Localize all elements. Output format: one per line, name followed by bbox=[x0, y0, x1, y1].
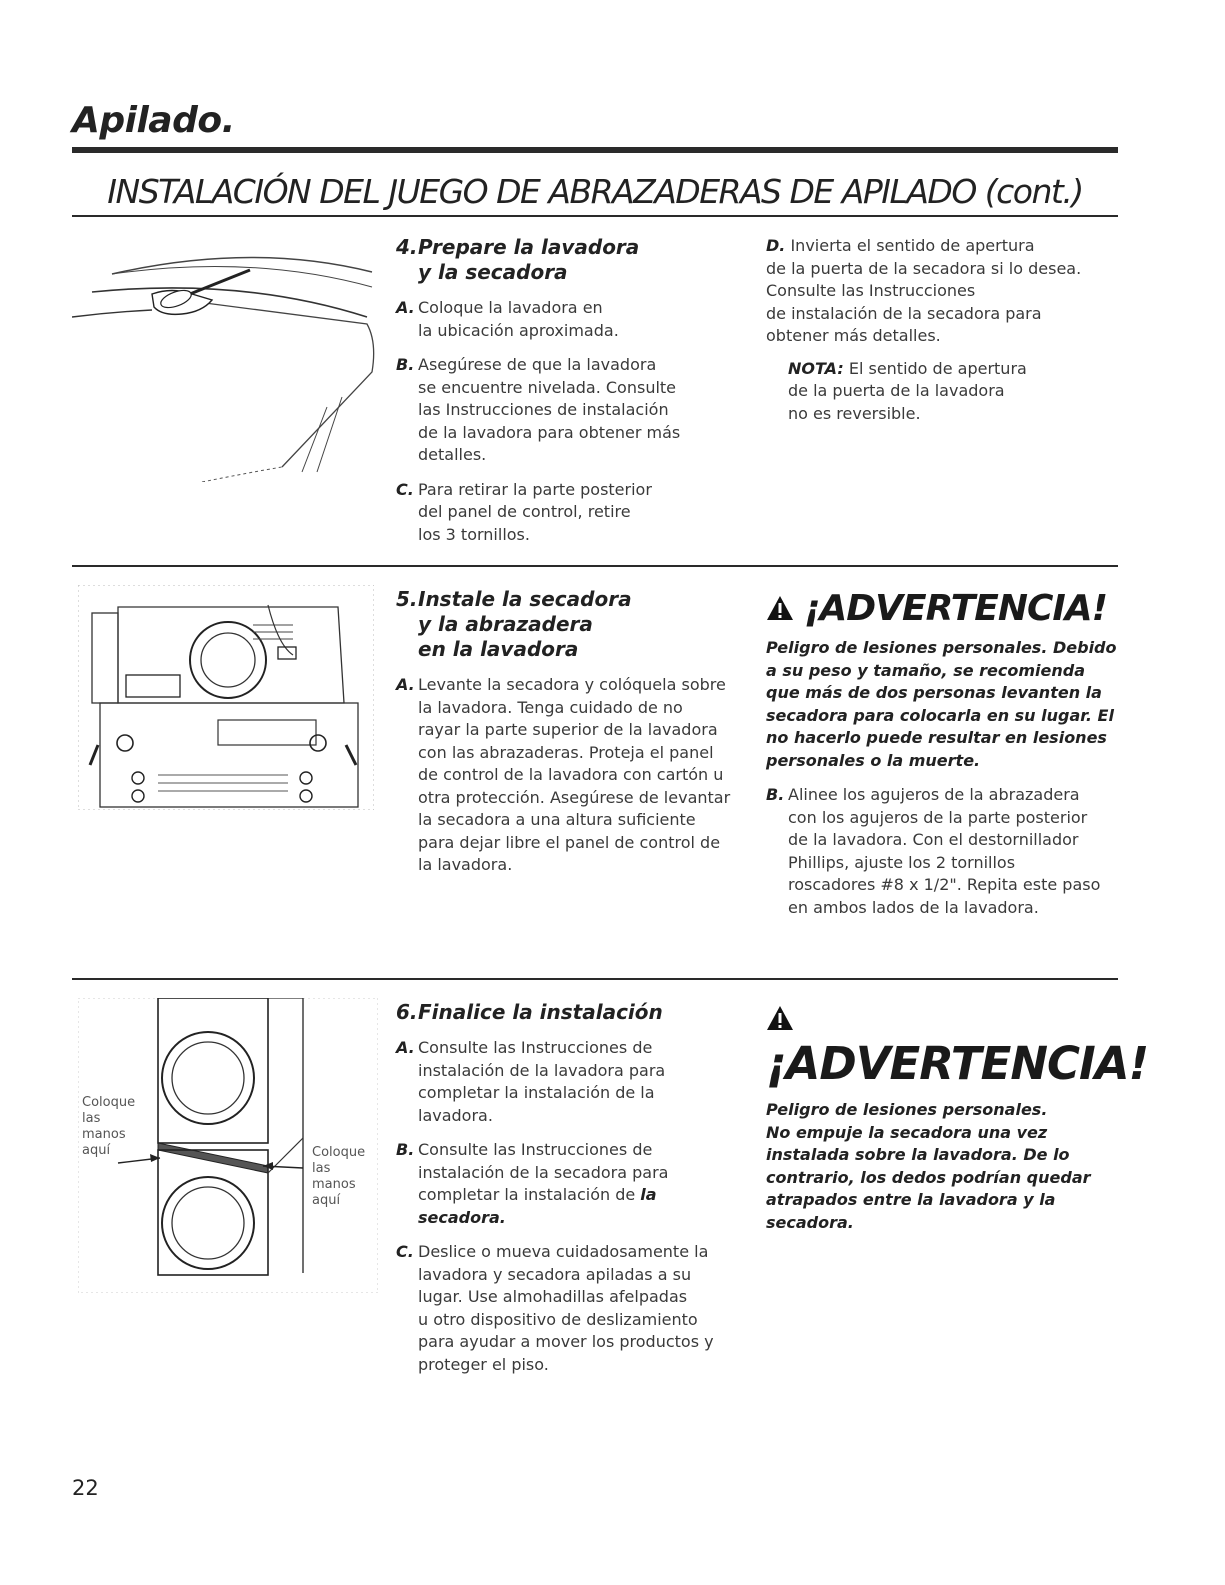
washer-top-screwdriver-illustration bbox=[72, 232, 382, 482]
step-6-item-c bbox=[396, 1241, 756, 1376]
title-rule bbox=[72, 147, 1118, 153]
hands-label-right: Coloque las manos aquí bbox=[312, 1145, 366, 1208]
warning-heading bbox=[766, 585, 1121, 631]
hands-label-left: Coloque las manos aquí bbox=[82, 1095, 136, 1158]
warning-text: Peligro de lesiones personales. No empuje la secadora una vez instalada sobre la lavadora. De lo contrario, los dedos podrían quedar atrapados entre la lavadora y la secadora. bbox=[766, 1100, 1091, 1232]
step-4-heading bbox=[396, 235, 746, 285]
page-number: 22 bbox=[72, 1476, 99, 1500]
subtitle-rule bbox=[72, 215, 1118, 217]
item-text: Invierta el sentido de apertura de la puerta de la secadora si lo desea. Consulte las Instrucciones de instalación de la secadora para obtener más detalles. bbox=[766, 236, 1082, 345]
step-6-heading bbox=[396, 1000, 756, 1025]
item-text: Para retirar la parte posterior del panel de control, retire los 3 tornillos. bbox=[418, 479, 652, 544]
step-number: 6. bbox=[396, 1000, 418, 1024]
item-text: Alinee los agujeros de la abrazadera con los agujeros de la parte posterior de la lavadora. Con el destornillador Phillips, ajuste los 2 tornillos roscadores #8 x 1/2". Repita este paso en ambos lados de la lavadora. bbox=[788, 785, 1101, 917]
step-4-note bbox=[788, 358, 1116, 426]
section-subtitle: INSTALACIÓN DEL JUEGO DE ABRAZADERAS DE APILADO (cont.) bbox=[107, 172, 1083, 211]
section-divider bbox=[72, 978, 1118, 980]
step-4-item-d bbox=[766, 235, 1116, 348]
item-letter: C. bbox=[396, 479, 414, 499]
item-letter: A. bbox=[396, 1038, 415, 1057]
item-text: Coloque la lavadora en la ubicación aproximada. bbox=[418, 298, 619, 340]
item-letter: B. bbox=[396, 355, 415, 374]
warning-triangle-icon bbox=[766, 1005, 794, 1031]
step-6-column bbox=[396, 1000, 756, 1388]
step-6-right-column bbox=[766, 1005, 1149, 1246]
item-letter: B. bbox=[396, 1140, 415, 1159]
step-title: Finalice la instalación bbox=[418, 1000, 663, 1024]
item-text bbox=[418, 1139, 668, 1229]
step-number: 4. bbox=[396, 235, 418, 259]
item-letter: C. bbox=[396, 1242, 414, 1261]
step-5-item-b bbox=[766, 784, 1121, 919]
warning-triangle-icon bbox=[766, 595, 794, 621]
note-label: NOTA: bbox=[788, 358, 844, 378]
step-6-item-b bbox=[396, 1139, 756, 1229]
item-letter: A. bbox=[396, 298, 415, 317]
item-letter: A. bbox=[396, 675, 415, 694]
item-text: Consulte las Instrucciones de instalación de la lavadora para completar la instalación de la lavadora. bbox=[418, 1038, 666, 1125]
item-text-emphasis: la secadora. bbox=[418, 1185, 657, 1227]
warning-heading bbox=[766, 1033, 1149, 1093]
step-5-column bbox=[396, 587, 756, 889]
warning-title: ¡ADVERTENCIA! bbox=[804, 587, 1108, 629]
warning-title: ¡ADVERTENCIA! bbox=[766, 1036, 1149, 1090]
item-text-plain: Consulte las Instrucciones de instalación de la secadora para completar la instalación de bbox=[418, 1140, 669, 1204]
step-4-right-column bbox=[766, 235, 1116, 425]
step-4-item-b bbox=[396, 354, 746, 467]
step-5-right-column bbox=[766, 585, 1121, 931]
item-letter: B. bbox=[766, 785, 785, 804]
item-letter: D. bbox=[766, 236, 786, 255]
step-5-item-a bbox=[396, 674, 756, 877]
step-title: Instale la secadora y la abrazadera en la lavadora bbox=[418, 587, 632, 661]
step-4-column bbox=[396, 235, 746, 558]
warning-text: Peligro de lesiones personales. Debido a su peso y tamaño, se recomienda que más de dos personas levanten la secadora para colocarla en su lugar. El no hacerlo puede resultar en lesiones personales o la muerte. bbox=[766, 638, 1117, 770]
step-4-item-a bbox=[396, 297, 746, 342]
step-4-item-c bbox=[396, 479, 746, 547]
item-text: Deslice o mueva cuidadosamente la lavadora y secadora apiladas a su lugar. Use almohadillas afelpadas u otro dispositivo de deslizamiento para ayudar a mover los productos y proteger el piso. bbox=[418, 1242, 714, 1374]
step-number: 5. bbox=[396, 587, 418, 611]
step-6-item-a bbox=[396, 1037, 756, 1127]
dryer-back-bracket-illustration bbox=[78, 585, 374, 810]
item-text: Asegúrese de que la lavadora se encuentre nivelada. Consulte las Instrucciones de instalación de la lavadora para obtener más detalles. bbox=[418, 355, 681, 464]
note-text: El sentido de apertura de la puerta de la lavadora no es reversible. bbox=[788, 358, 1027, 423]
item-text: Levante la secadora y colóquela sobre la lavadora. Tenga cuidado de no rayar la parte superior de la lavadora con las abrazaderas. Proteja el panel de control de la lavadora con cartón u otra protección. Asegúrese de levantar la secadora a una altura suficiente para dejar libre el panel de control de la lavadora. bbox=[418, 675, 731, 874]
step-5-heading bbox=[396, 587, 756, 662]
step-title: Prepare la lavadora y la secadora bbox=[418, 235, 640, 284]
section-divider bbox=[72, 565, 1118, 567]
page-title: Apilado. bbox=[72, 100, 235, 141]
